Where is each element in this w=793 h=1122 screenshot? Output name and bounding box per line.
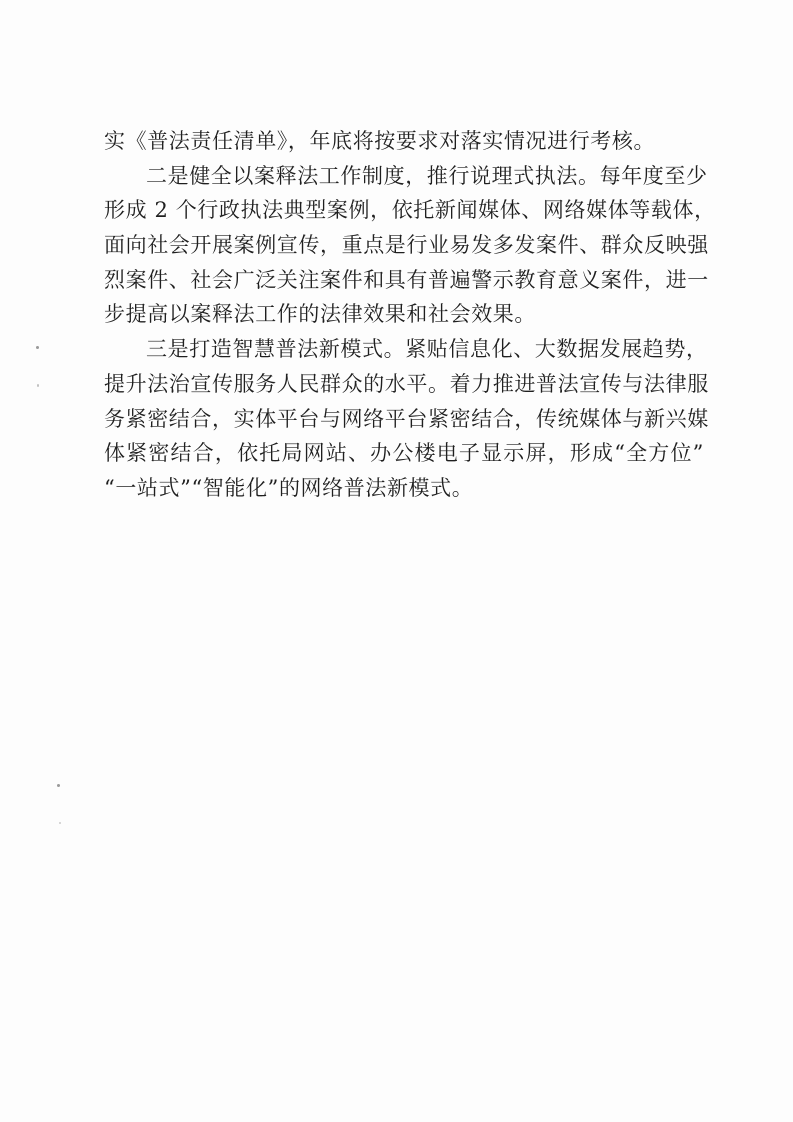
text-line: 形成 2 个行政执法典型案例，依托新闻媒体、网络媒体等载体， bbox=[104, 198, 716, 223]
scan-speck bbox=[59, 822, 61, 824]
text-line: 实《普法责任清单》，年底将按要求对落实情况进行考核。 bbox=[104, 129, 656, 153]
text-line: 体紧密结合，依托局网站、办公楼电子显示屏，形成“全方位” bbox=[104, 441, 704, 466]
document-body bbox=[104, 124, 716, 506]
scan-speck bbox=[36, 346, 39, 349]
text-line-paragraph-start: 三是打造智慧普法新模式。紧贴信息化、大数据发展趋势， bbox=[146, 337, 708, 362]
scan-speck bbox=[57, 784, 60, 787]
text-line: 提升法治宣传服务人民群众的水平。着力推进普法宣传与法律服 bbox=[104, 371, 709, 396]
text-line: “一站式”“智能化”的网络普法新模式。 bbox=[104, 475, 474, 500]
text-line: 烈案件、社会广泛关注案件和具有普遍警示教育意义案件，进一 bbox=[104, 267, 709, 292]
text-line: 步提高以案释法工作的法律效果和社会效果。 bbox=[104, 302, 536, 327]
text-line-paragraph-start: 二是健全以案释法工作制度，推行说理式执法。每年度至少 bbox=[146, 163, 708, 188]
scan-speck bbox=[37, 384, 39, 387]
text-line: 面向社会开展案例宣传，重点是行业易发多发案件、群众反映强 bbox=[104, 233, 709, 258]
text-line: 务紧密结合，实体平台与网络平台紧密结合，传统媒体与新兴媒 bbox=[104, 406, 709, 431]
